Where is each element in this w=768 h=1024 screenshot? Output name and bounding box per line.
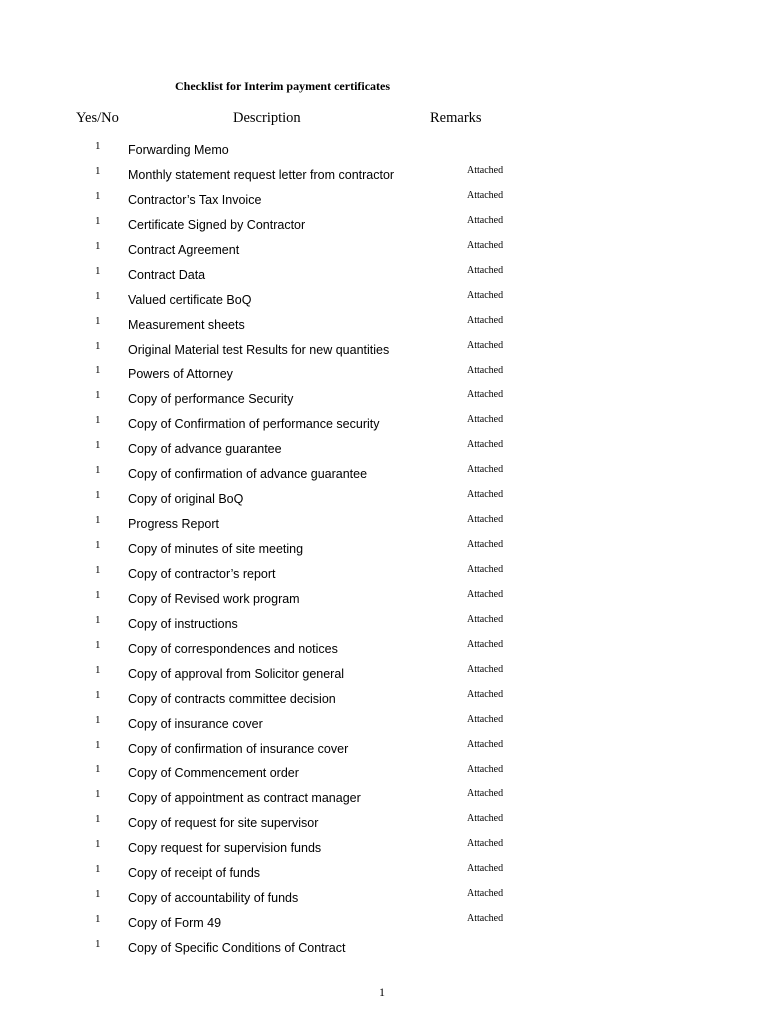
item-description: Monthly statement request letter from contractor [128,167,395,182]
yes-no-mark: 1 [95,489,101,502]
yes-no-mark: 1 [95,339,101,352]
yes-no-mark: 1 [95,389,101,402]
yes-no-mark: 1 [95,264,101,277]
item-remark: Attached [467,763,504,775]
yes-no-mark: 1 [95,314,101,327]
item-description: Copy of approval from Solicitor general [128,666,345,681]
yes-no-mark: 1 [95,663,101,676]
item-description: Copy of Commencement order [128,766,299,781]
item-remark: Attached [467,863,504,875]
item-remark: Attached [467,738,504,750]
yes-no-mark: 1 [95,563,101,576]
item-remark: Attached [467,214,504,226]
item-description: Powers of Attorney [128,367,233,382]
item-description: Copy of insurance cover [128,716,263,731]
item-remark: Attached [467,165,504,176]
item-description: Valued certificate BoQ [128,292,252,307]
item-remark: Attached [467,364,504,376]
item-remark: Attached [467,464,504,476]
yes-no-mark: 1 [95,514,101,527]
item-description: Progress Report [128,517,220,532]
item-remark: Attached [467,239,504,251]
yes-no-mark: 1 [95,788,101,801]
item-remark: Attached [467,838,504,850]
item-description: Copy of correspondences and notices [128,641,338,656]
item-description: Contract Data [128,267,206,282]
item-description: Certificate Signed by Contractor [128,217,306,232]
checklist-title: Checklist for Interim payment certificates [175,79,391,93]
yes-no-mark: 1 [95,588,101,601]
item-remark: Attached [467,339,504,351]
yes-no-mark: 1 [95,214,101,227]
item-remark: Attached [467,439,504,451]
item-description: Copy of request for site supervisor [128,816,319,831]
item-description: Copy of confirmation of insurance cover [128,741,349,756]
yes-no-mark: 1 [95,414,101,427]
item-description: Copy of appointment as contract manager [128,791,361,806]
item-remark: Attached [467,713,504,725]
yes-no-mark: 1 [95,688,101,701]
item-remark: Attached [467,389,504,401]
checklist-row [0,936,768,961]
yes-no-mark: 1 [95,539,101,551]
yes-no-mark: 1 [95,713,101,726]
header-yes-no: Yes/No [76,110,119,126]
yes-no-mark: 1 [95,913,101,926]
item-remark: Attached [467,688,504,700]
yes-no-mark: 1 [95,140,101,152]
yes-no-mark: 1 [95,863,101,876]
item-description: Copy of instructions [128,616,238,631]
item-description: Copy of advance guarantee [128,442,282,457]
item-description: Copy of confirmation of advance guarantee [128,467,368,482]
page-number: 1 [379,985,385,999]
yes-no-mark: 1 [95,763,101,776]
header-remarks: Remarks [430,110,482,126]
item-remark: Attached [467,289,504,301]
item-description: Original Material test Results for new quantities [128,342,390,357]
item-remark: Attached [467,314,504,326]
item-remark: Attached [467,514,504,526]
checklist-row [0,911,768,936]
item-description: Copy of accountability of funds [128,891,299,906]
yes-no-mark: 1 [95,239,101,252]
item-remark: Attached [467,813,504,825]
yes-no-mark: 1 [95,738,101,751]
item-remark: Attached [467,588,504,600]
item-description: Copy of minutes of site meeting [128,542,304,556]
item-remark: Attached [467,613,504,625]
item-remark: Attached [467,638,504,650]
item-remark: Attached [467,663,504,675]
item-description: Copy of Specific Conditions of Contract [128,941,346,955]
item-remark: Attached [467,888,504,900]
checklist-rows [0,138,768,961]
item-description: Contract Agreement [128,242,240,257]
item-remark: Attached [467,489,504,501]
item-description: Copy of Revised work program [128,591,300,606]
yes-no-mark: 1 [95,638,101,651]
yes-no-mark: 1 [95,938,101,950]
item-description: Measurement sheets [128,317,245,332]
item-description: Copy of original BoQ [128,492,244,507]
yes-no-mark: 1 [95,613,101,626]
yes-no-mark: 1 [95,439,101,452]
item-description: Copy of Confirmation of performance security [128,417,380,432]
item-remark: Attached [467,414,504,426]
header-description: Description [233,110,301,126]
item-remark: Attached [467,264,504,276]
yes-no-mark: 1 [95,813,101,826]
yes-no-mark: 1 [95,189,101,202]
item-description: Copy of performance Security [128,392,294,407]
item-description: Forwarding Memo [128,143,229,157]
item-description: Copy of receipt of funds [128,866,261,881]
yes-no-mark: 1 [95,464,101,477]
yes-no-mark: 1 [95,364,101,377]
item-description: Contractor’s Tax Invoice [128,192,262,207]
yes-no-mark: 1 [95,289,101,302]
item-description: Copy of Form 49 [128,916,222,931]
item-remark: Attached [467,189,504,201]
item-description: Copy of contractor’s report [128,566,276,581]
item-description: Copy request for supervision funds [128,841,322,856]
yes-no-mark: 1 [95,164,101,177]
item-remark: Attached [467,539,504,551]
item-remark: Attached [467,913,504,925]
item-remark: Attached [467,788,504,800]
yes-no-mark: 1 [95,838,101,851]
item-remark: Attached [467,564,504,575]
item-description: Copy of contracts committee decision [128,691,336,706]
yes-no-mark: 1 [95,888,101,901]
